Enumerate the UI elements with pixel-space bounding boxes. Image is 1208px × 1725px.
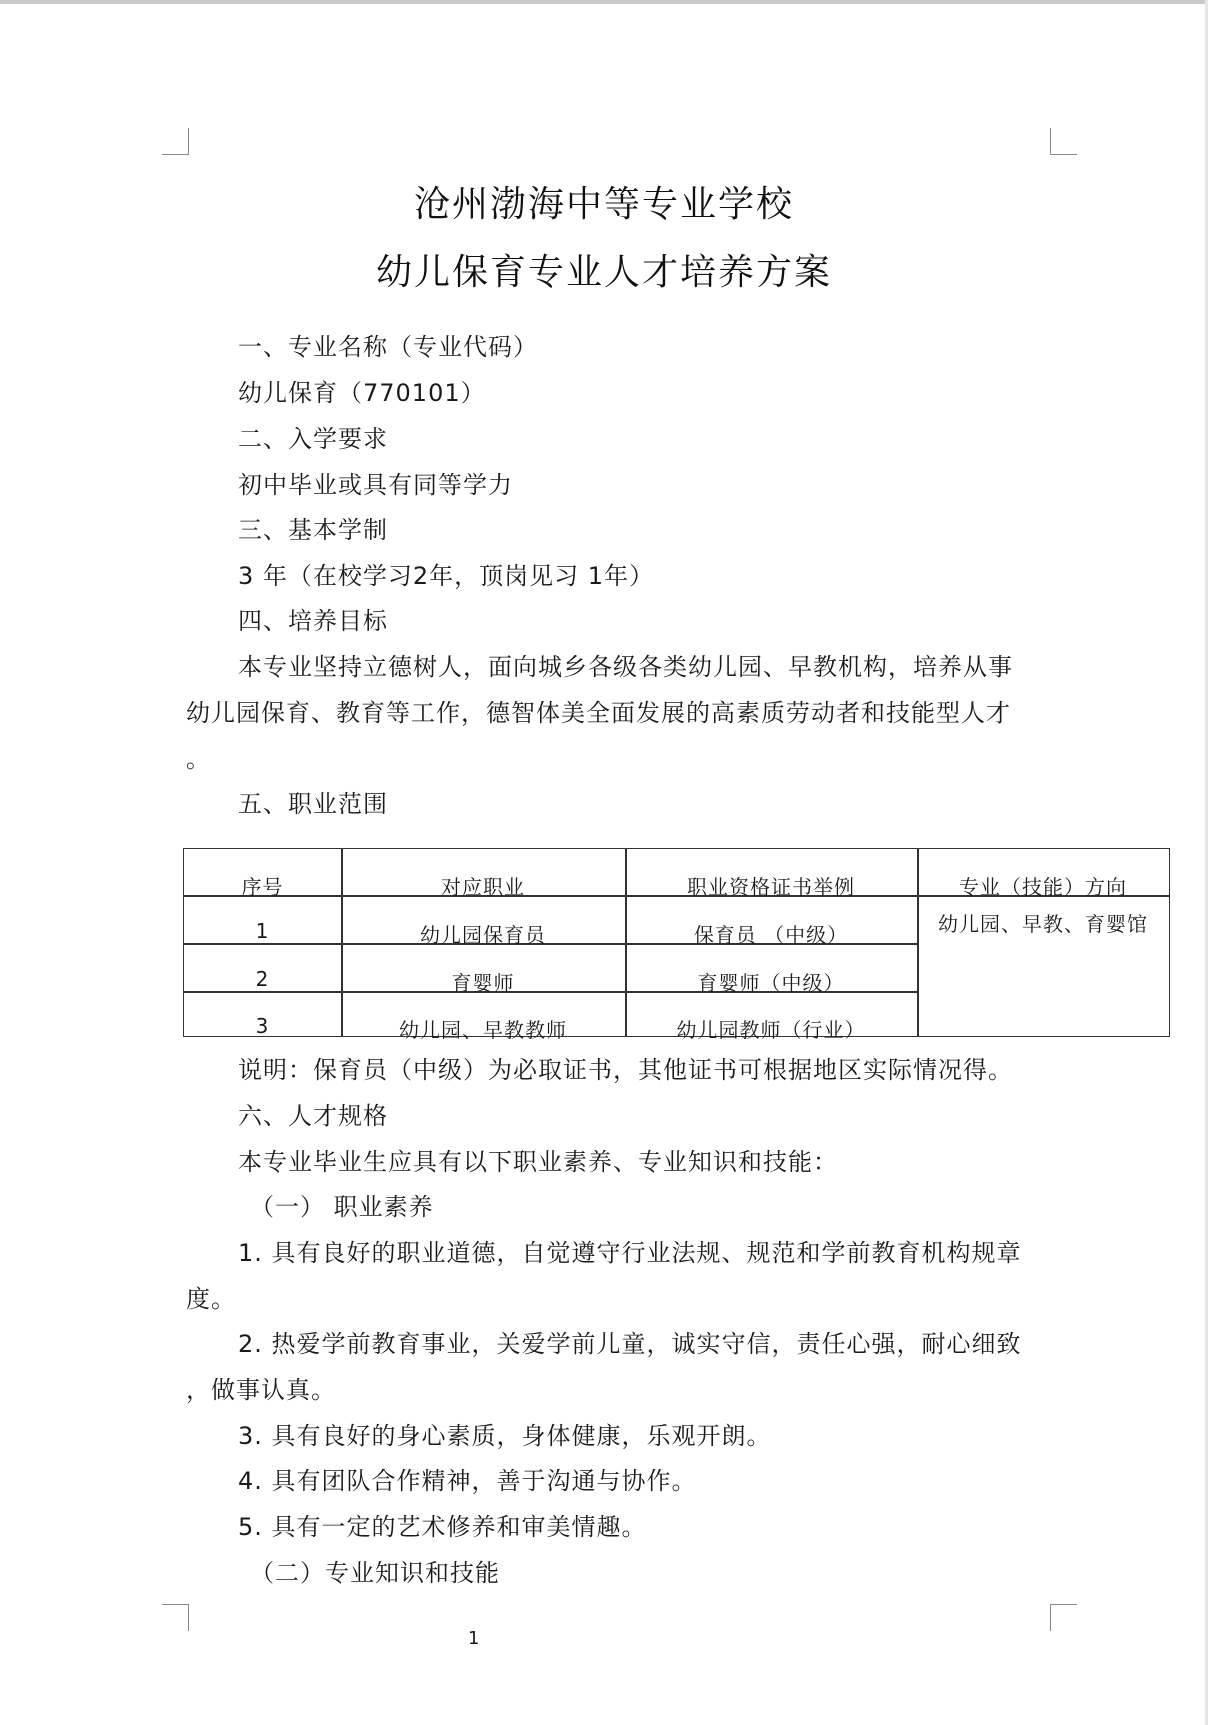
subsection-heading-professional-quality: （一） 职业素养 <box>250 1193 434 1221</box>
talent-spec-intro: 本专业毕业生应具有以下职业素养、专业知识和技能： <box>238 1148 838 1176</box>
objective-text-line-1: 本专业坚持立德树人，面向城乡各级各类幼儿园、早教机构，培养从事 <box>238 653 1013 681</box>
table-cell-occupation: 幼儿园保育员 <box>420 923 546 947</box>
quality-item-3: 3. 具有良好的身心素质，身体健康，乐观开朗。 <box>238 1422 772 1450</box>
table-header-direction: 专业（技能）方向 <box>959 875 1127 899</box>
section-heading-talent-spec: 六、人才规格 <box>238 1102 388 1130</box>
table-header-index: 序号 <box>241 875 284 899</box>
table-note: 说明：保育员（中级）为必取证书，其他证书可根据地区实际情况得。 <box>238 1056 1013 1084</box>
section-heading-major-name: 一、专业名称（专业代码） <box>238 333 538 361</box>
table-cell-certificate: 育婴师（中级） <box>697 971 845 995</box>
table-cell-index: 1 <box>255 919 270 943</box>
quality-item-2: 2. 热爱学前教育事业，关爱学前儿童，诚实守信，责任心强，耐心细致 <box>238 1330 1022 1358</box>
document-subtitle: 幼儿保育专业人才培养方案 <box>375 252 832 293</box>
objective-text-line-3: 。 <box>186 745 211 773</box>
quality-item-4: 4. 具有团队合作精神，善于沟通与协作。 <box>238 1467 697 1495</box>
major-name-text: 幼儿保育（770101） <box>238 379 486 407</box>
table-cell-occupation: 幼儿园、早教教师 <box>399 1018 567 1042</box>
table-cell-occupation: 育婴师 <box>451 971 515 995</box>
section-heading-admission: 二、入学要求 <box>238 425 388 453</box>
crop-mark-bottom-right <box>1050 1604 1077 1631</box>
objective-text-line-2: 幼儿园保育、教育等工作，德智体美全面发展的高素质劳动者和技能型人才 <box>186 699 1011 727</box>
page-number: 1 <box>468 1628 480 1649</box>
quality-item-2-continued: ，做事认真。 <box>186 1376 336 1404</box>
table-cell-certificate: 幼儿园教师（行业） <box>676 1018 866 1042</box>
table-cell-index: 3 <box>255 1014 270 1038</box>
quality-item-1-continued: 度。 <box>186 1285 236 1313</box>
crop-mark-top-right <box>1050 128 1077 155</box>
table-header-certificate: 职业资格证书举例 <box>687 875 855 899</box>
crop-mark-top-left <box>162 128 189 155</box>
section-heading-duration: 三、基本学制 <box>238 516 388 544</box>
section-heading-career-scope: 五、职业范围 <box>238 790 388 818</box>
crop-mark-bottom-left <box>162 1604 189 1631</box>
table-cell-direction: 幼儿园、早教、育婴馆 <box>938 912 1148 936</box>
admission-text: 初中毕业或具有同等学力 <box>238 471 513 499</box>
table-header-occupation: 对应职业 <box>441 875 525 899</box>
document-title: 沧州渤海中等专业学校 <box>413 184 794 225</box>
table-cell-index: 2 <box>255 967 270 991</box>
table-cell-certificate: 保育员 （中级） <box>693 923 849 947</box>
quality-item-1: 1. 具有良好的职业道德，自觉遵守行业法规、规范和学前教育机构规章 <box>238 1239 1022 1267</box>
subsection-heading-knowledge-skills: （二）专业知识和技能 <box>250 1559 500 1587</box>
top-border <box>0 0 1208 4</box>
quality-item-5: 5. 具有一定的艺术修养和审美情趣。 <box>238 1513 647 1541</box>
duration-text: 3 年（在校学习2年，顶岗见习 1年） <box>238 562 655 590</box>
section-heading-objective: 四、培养目标 <box>238 607 388 635</box>
career-table <box>183 848 1170 1042</box>
